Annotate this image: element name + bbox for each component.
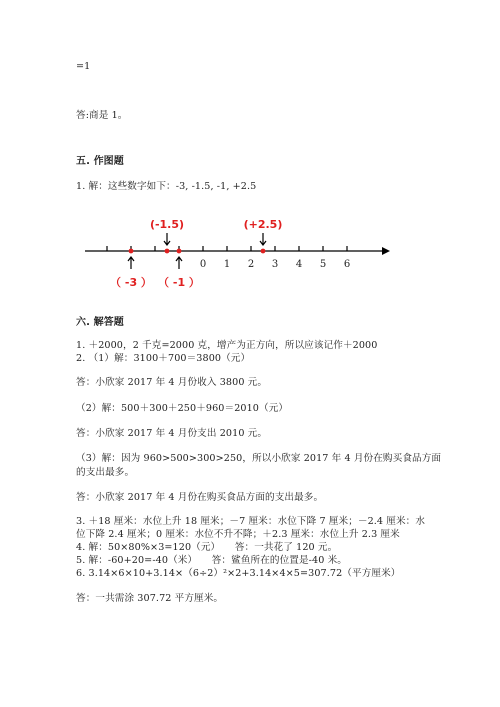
eq-one: =1 (76, 61, 91, 72)
section-6-question-1: 1. ＋2000，2 千克=2000 克，增产为正方向，所以应该记作＋2000 (76, 340, 378, 351)
section-5-title: 五. 作图题 (76, 156, 124, 167)
section-6-question-2: 2. （1）解：3100＋700＝3800（元） (76, 353, 251, 364)
number-line-point (110, 249, 152, 289)
number-line-tick-label: 6 (343, 259, 351, 270)
number-line-figure (85, 213, 395, 293)
number-line-point-label: (-1.5) (149, 218, 185, 231)
number-line-arrow (382, 247, 390, 255)
section-6-question-6: 6. 3.14×6×10+3.14×（6÷2）²×2+3.14×4×5=307.72（平方厘米） (76, 568, 401, 579)
number-line-tick-label: 3 (271, 259, 279, 270)
number-line-ticks (107, 246, 347, 251)
number-line-tick-label: 1 (223, 259, 231, 270)
section-6-question-3-line-1: 3. ＋18 厘米：水位上升 18 厘米；－7 厘米：水位下降 7 厘米；－2.4 厘米：水 (76, 516, 426, 527)
section-6-title: 六. 解答题 (76, 317, 124, 328)
number-line-point-dot (165, 249, 170, 254)
number-line-point-arrow (164, 233, 170, 245)
number-line-point-arrow (260, 233, 266, 245)
section-6-question-4: 4. 解：50×80%×3=120（元） 答：一共花了 120 元。 (76, 542, 338, 553)
number-line-tick-label: 2 (247, 259, 255, 270)
section-6-question-2-part-3-line-1: （3）解：因为 960>500>300>250，所以小欣家 2017 年 4 月份在购买食品方面 (76, 453, 442, 464)
number-line-point-label: (+2.5) (243, 218, 283, 231)
section-6-question-2-part-3-line-2: 的支出最多。 (76, 467, 135, 478)
number-line-tick-label: 0 (199, 259, 207, 270)
number-line-point-dot (129, 249, 134, 254)
number-line-point-dot (177, 249, 182, 254)
number-line-tick-label: 5 (319, 259, 327, 270)
number-line-tick-labels (200, 259, 350, 270)
number-line-tick-label: 4 (295, 259, 303, 270)
number-line-point (158, 249, 200, 289)
section-6-question-2-part-2: （2）解：500＋300＋250＋960＝2010（元） (76, 403, 289, 414)
section-6-answer-2-1: 答：小欣家 2017 年 4 月份收入 3800 元。 (76, 377, 268, 388)
number-line-point-label: （ -3 ） (110, 276, 152, 289)
section-6-answer-2-2: 答：小欣家 2017 年 4 月份支出 2010 元。 (76, 428, 268, 439)
number-line-points (110, 218, 282, 289)
number-line-point (244, 218, 283, 253)
number-line-point-dot (261, 249, 266, 254)
answer-quotient: 答:商是 1。 (76, 110, 128, 121)
number-line-point-label: （ -1 ） (158, 276, 200, 289)
number-line-point-arrow (176, 257, 182, 269)
section-6-question-5: 5. 解：-60+20=-40（米） 答：鲨鱼所在的位置是-40 米。 (76, 555, 347, 566)
section-6-answer-6: 答：一共需涂 307.72 平方厘米。 (76, 593, 224, 604)
number-line-point-arrow (128, 257, 134, 269)
section-6-question-3-line-2: 位下降 2.4 厘米；0 厘米：水位不升不降；＋2.3 厘米：水位上升 2.3 厘米 (76, 529, 400, 540)
section-5-question-1: 1. 解：这些数字如下：-3, -1.5, -1, +2.5 (76, 181, 257, 192)
section-6-answer-2-3: 答：小欣家 2017 年 4 月份在购买食品方面的支出最多。 (76, 492, 324, 503)
